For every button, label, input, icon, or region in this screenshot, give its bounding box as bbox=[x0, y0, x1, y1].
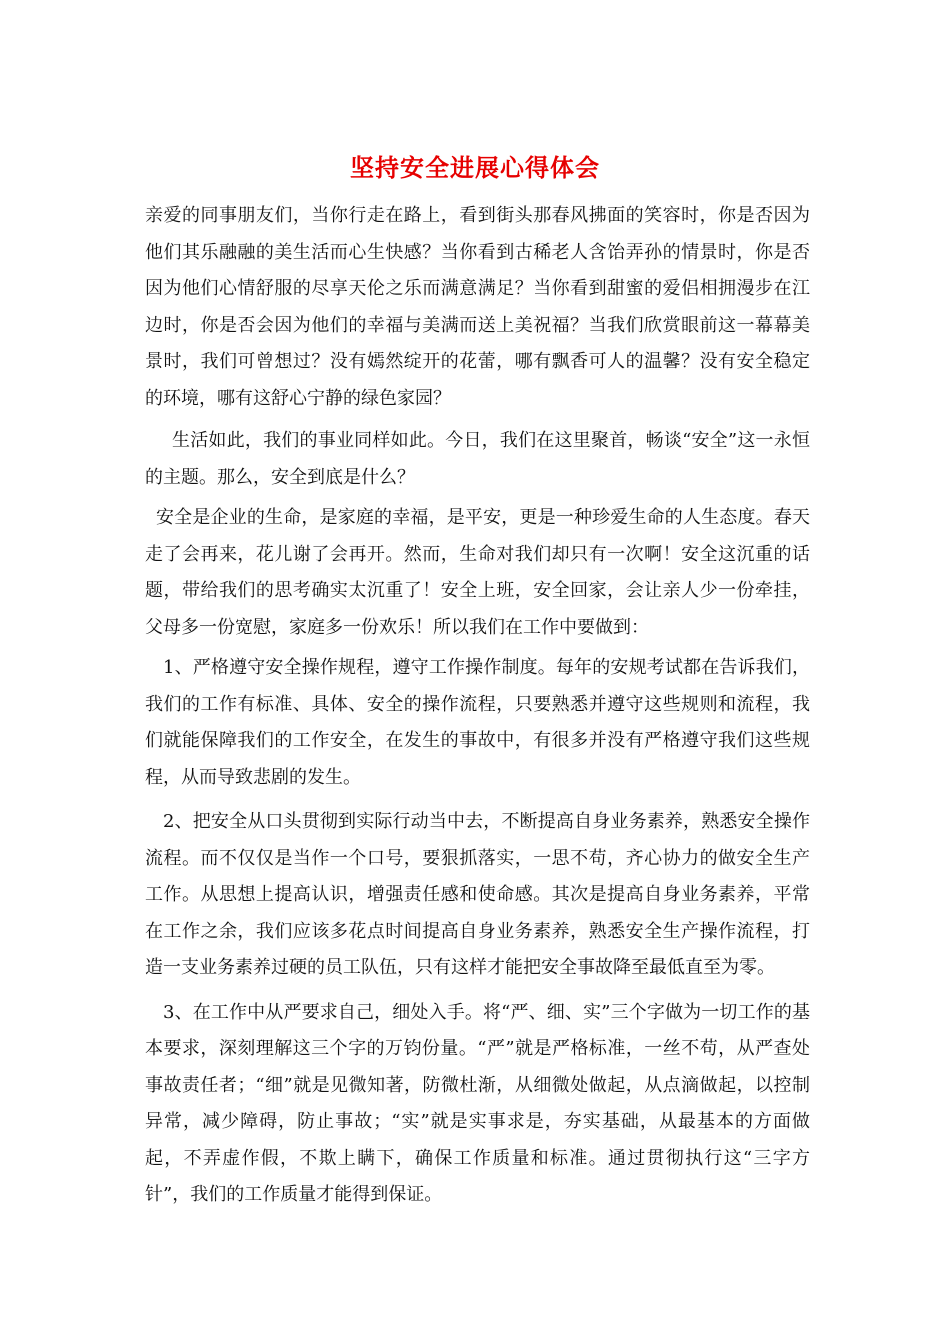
paragraph-point-1: 1、严格遵守安全操作规程，遵守工作操作制度。每年的安规考试都在告诉我们，我们的工作有标准、具体、安全的操作流程，只要熟悉并遵守这些规则和流程，我们就能保障我们的工作安全，在发生的事故中，有很多并没有严格遵守我们这些规程，从而导致悲剧的发生。 bbox=[145, 657, 810, 788]
page-title: 坚持安全进展心得体会 bbox=[350, 153, 600, 182]
document-body bbox=[145, 198, 810, 1214]
paragraph-point-2: 2、把安全从口头贯彻到实际行动当中去，不断提高自身业务素养，熟悉安全操作流程。而不仅仅是当作一个口号，要狠抓落实，一思不苟，齐心协力的做安全生产工作。从思想上提高认识，增强责任感和使命感。其次是提高自身业务素养，平常在工作之余，我们应该多花点时间提高自身业务素养，熟悉安全生产操作流程，打造一支业务素养过硬的员工队伍，只有这样才能把安全事故降至最低直至为零。 bbox=[145, 811, 810, 978]
paragraph-safety-definition: 安全是企业的生命，是家庭的幸福，是平安，更是一种珍爱生命的人生态度。春天走了会再来，花儿谢了会再开。然而，生命对我们却只有一次啊！安全这沉重的话题，带给我们的思考确实太沉重了！安全上班，安全回家，会让亲人少一份牵挂，父母多一份宽慰，家庭多一份欢乐！所以我们在工作中要做到： bbox=[145, 507, 810, 638]
paragraph-intro: 亲爱的同事朋友们，当你行走在路上，看到街头那春风拂面的笑容时，你是否因为他们其乐融融的美生活而心生快感？当你看到古稀老人含饴弄孙的情景时，你是否因为他们心情舒服的尽享天伦之乐而满意满足？当你看到甜蜜的爱侣相拥漫步在江边时，你是否会因为他们的幸福与美满而送上美祝福？当我们欣赏眼前这一幕幕美景时，我们可曾想过？没有嫣然绽开的花蕾，哪有飘香可人的温馨？没有安全稳定的环境，哪有这舒心宁静的绿色家园？ bbox=[145, 205, 810, 409]
paragraph-life: 生活如此，我们的事业同样如此。今日，我们在这里聚首，畅谈“安全”这一永恒的主题。那么，安全到底是什么？ bbox=[145, 430, 810, 488]
paragraph-point-3: 3、在工作中从严要求自己，细处入手。将“严、细、实”三个字做为一切工作的基本要求，深刻理解这三个字的万钧份量。“严”就是严格标准，一丝不苟，从严查处事故责任者；“细”就是见微知著，防微杜渐，从细微处做起，从点滴做起，以控制异常，减少障碍，防止事故；“实”就是实事求是，夯实基础，从最基本的方面做起，不弄虚作假，不欺上瞒下，确保工作质量和标准。通过贯彻执行这“三字方针”，我们的工作质量才能得到保证。 bbox=[145, 1001, 810, 1205]
